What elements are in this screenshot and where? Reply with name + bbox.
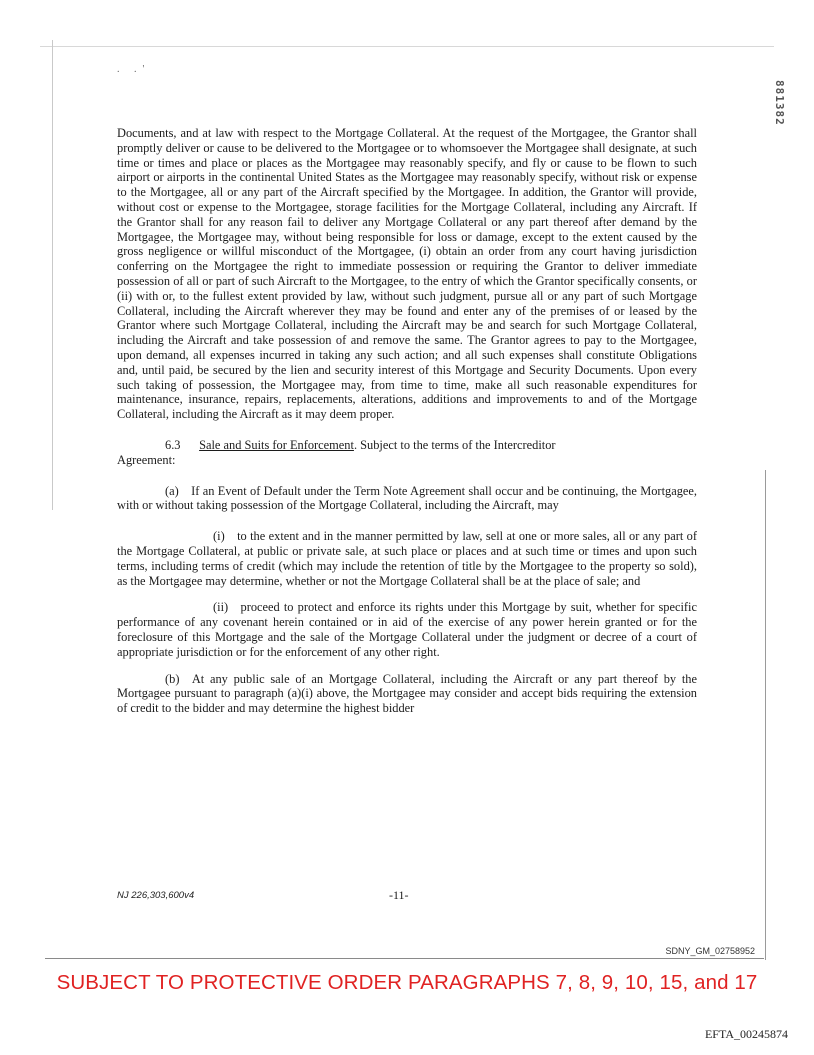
bates-number: SDNY_GM_02758952 [665,946,755,956]
section-title: Sale and Suits for Enforcement [199,437,354,452]
paragraph-continuation: Documents, and at law with respect to the Mortgage Collateral. At the request of the Mortgagee, the Grantor shall promptly deliver or cause to be delivered to the Mortgagee or to whomsoever the Mortgagee shall designate, at such time or times and place or places as the Mortgagee may reasonably specify, and fly or cause to be flown to such airport or airports in the continental United States as the Mortgagee may reasonably specify, without risk or expense to the Mortgagee, all or any part of the Aircraft specified by the Mortgagee. In addition, the Grantor will provide, without cost or expense to the Mortgagee, storage facilities for the Mortgage Collateral, including any Aircraft. If the Grantor shall for any reason fail to deliver any Mortgage Collateral or any part thereof after demand by the Mortgagee, the Mortgagee may, without being responsible for loss or damage, except to the extent caused by the gross negligence or willful misconduct of the Mortgagee, (i) obtain an order from any court having jurisdiction conferring on the Mortgagee the right to immediate possession or requiring the Grantor to deliver immediate possession of all or part of such Aircraft to the Mortgagee, to the entry of which the Grantor specifically consents, or (ii) with or, to the fullest extent provided by law, without such judgment, pursue all or any part of such Mortgage Collateral, including the Aircraft wherever they may be found and enter any of the premises of or leased by the Grantor where such Mortgage Collateral, including the Aircraft may be and search for such Mortgage Collateral, including the Aircraft and take possession of and remove the same. The Grantor agrees to pay to the Mortgagee, upon demand, all expenses incurred in taking any such action; and all such expenses shall constitute Obligations and, until paid, be secured by the lien and security interest of this Mortgage and Security Documents. Upon every such taking of possession, the Mortgagee may, from time to time, make all such reasonable expenditures for maintenance, insurance, repairs, replacements, alterations, additions and improvements to and of the Mortgage Collateral, including the Aircraft as it may deem proper. [117,126,697,422]
paragraph-a: (a) If an Event of Default under the Term Note Agreement shall occur and be continuing, the Mortgagee, with or without taking possession of the Mortgage Collateral, including the Aircraft, may [117,483,697,513]
section-number: 6.3 [165,437,181,452]
paragraph-a-ii: (ii) proceed to protect and enforce its rights under this Mortgage by suit, whether for specific performance of any covenant herein contained or in aid of the exercise of any power herein granted or for the foreclosure of this Mortgage and the sale of the Mortgage Collateral under the judgment or decree of a court of appropriate jurisdiction or for the enforcement of any other right. [117,600,697,659]
page-number: -11- [389,888,409,902]
scan-edge-right [765,470,766,960]
section-intro: . Subject to the terms of the Intercreditor [353,437,556,452]
document-body [117,126,697,716]
scan-speck: . .' [117,64,151,75]
scan-edge-top [40,46,774,47]
section-intro-line2: Agreement: [117,452,176,467]
vertical-bates-stamp: 881382 [773,80,786,126]
section-6-3-heading [117,438,697,453]
efta-number: EFTA_00245874 [704,1027,788,1041]
document-id: NJ 226,303,600v4 [117,890,195,901]
page-footer [117,888,697,906]
paragraph-b: (b) At any public sale of an Mortgage Collateral, including the Aircraft or any part thereof by the Mortgagee pursuant to paragraph (a)(i) above, the Mortgagee may consider and accept bids requiring the extension of credit to the bidder and may determine the highest bidder [117,671,697,716]
paragraph-a-i: (i) to the extent and in the manner permitted by law, sell at one or more sales, all or any part of the Mortgage Collateral, at public or private sale, at such place or places and at such time or times and upon such terms, including terms of credit (which may include the retention of title by the Mortgagee to the property so sold), as the Mortgagee may determine, whether or not the Mortgage Collateral shall be at the place of sale; and [117,529,697,588]
protective-order-banner: SUBJECT TO PROTECTIVE ORDER PARAGRAPHS 7, 8, 9, 10, 15, and 17 [56,971,758,994]
scan-edge-bottom [45,958,764,959]
scan-edge-left [52,40,53,510]
